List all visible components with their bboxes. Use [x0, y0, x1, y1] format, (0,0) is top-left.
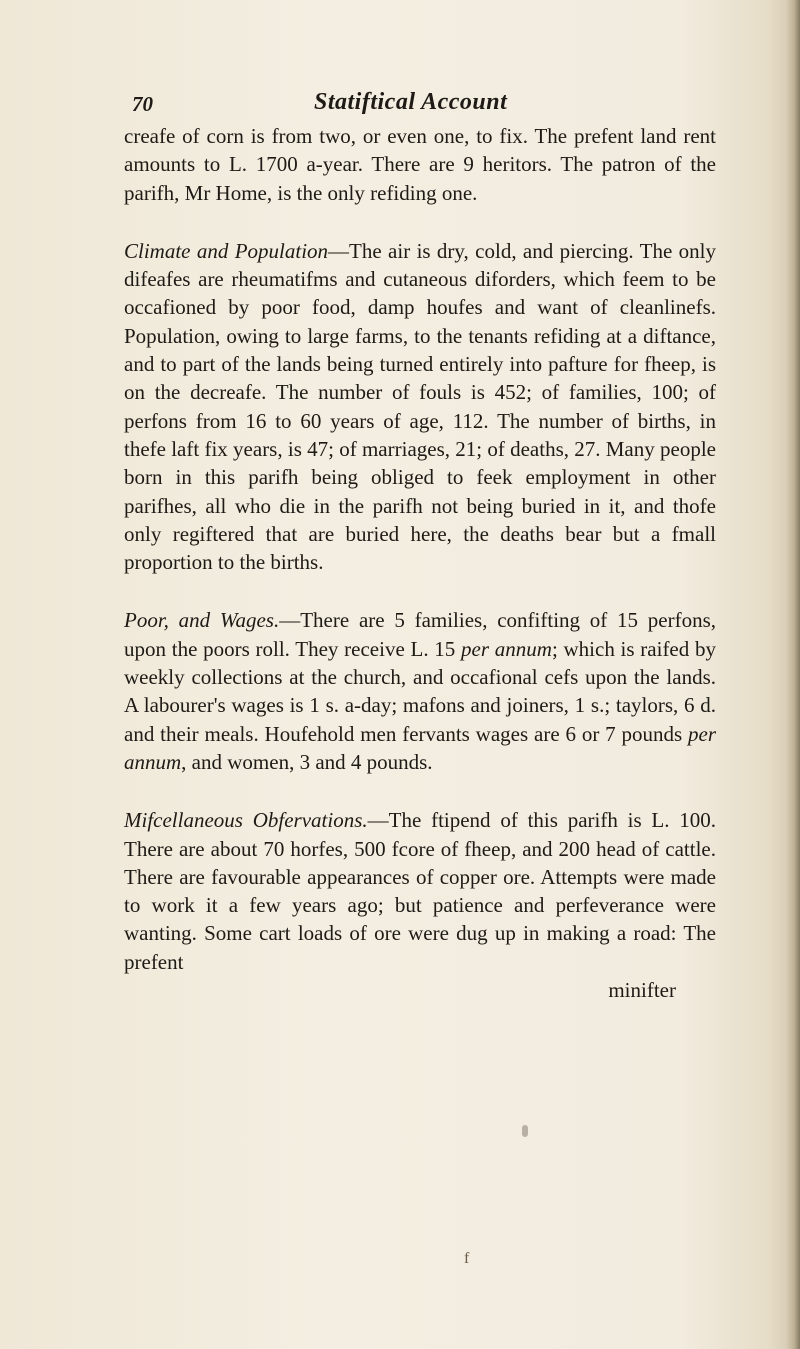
- text-block: [124, 60, 716, 1004]
- section-text: —There are 5 families, confifting of 15 perfons, upon the poors roll. They receive L. 15: [124, 608, 716, 661]
- continuation-paragraph: creafe of corn is from two, or even one, to fix. The prefent land rent amounts to L. 1700 a-year. There are 9 heritors. The patron of the parifh, Mr Home, is the only refiding one.: [124, 124, 716, 205]
- running-head: Statiftical Account: [314, 89, 508, 115]
- section-title: Poor, and Wages.: [124, 608, 280, 633]
- section-title: Mifcellaneous Obfervations.: [124, 808, 368, 833]
- italic-phrase: per annum: [461, 636, 552, 661]
- ink-smudge: [522, 1125, 528, 1137]
- signature-mark: f: [464, 1250, 470, 1267]
- section-text: —The ftipend of this parifh is L. 100. There are about 70 horfes, 500 fcore of fheep, and 200 head of cattle. There are favourable appearances of copper ore. Attempts were made to work it a few years ago; but patience and perfeverance were wanting. Some cart loads of ore were dug up in making a road: The prefent: [124, 808, 716, 974]
- section-miscellaneous: [124, 806, 716, 976]
- page-number: 70: [132, 92, 153, 116]
- section-poor-wages: [124, 606, 716, 776]
- section-text: ; which is raifed by weekly collections at the church, and occafional cefs upon the lands. A labourer's wages is 1 s. a-day; mafons and joiners, 1 s.; taylors, 6 d. and their meals. Houfehold men fervants wages are 6 or 7 pounds: [124, 636, 716, 746]
- italic-phrase: per annum: [124, 721, 716, 774]
- page-header: [124, 60, 716, 122]
- section-climate-population: [124, 237, 716, 577]
- section-text: —The air is dry, cold, and piercing. The only difeafes are rheumatifms and cutaneous diforders, which feem to be occafioned by poor food, damp houfes and want of cleanlinefs. Population, owing to large farms, to the tenants refiding at a diftance, and to part of the lands being turned entirely into pafture for fheep, is on the decreafe. The number of fouls is 452; of families, 100; of perfons from 16 to 60 years of age, 112. The number of births, in thefe laft fix years, is 47; of marriages, 21; of deaths, 27. Many people born in this parifh being obliged to feek employment in other parifhes, all who die in the parifh not being buried in it, and thofe only regiftered that are buried here, the deaths bear but a fmall proportion to the births.: [124, 238, 716, 575]
- section-title: Climate and Population: [124, 238, 329, 263]
- page-edge-shadow: [786, 0, 800, 1349]
- section-text: , and women, 3 and 4 pounds.: [181, 749, 433, 774]
- catchword: minifter: [608, 978, 676, 1003]
